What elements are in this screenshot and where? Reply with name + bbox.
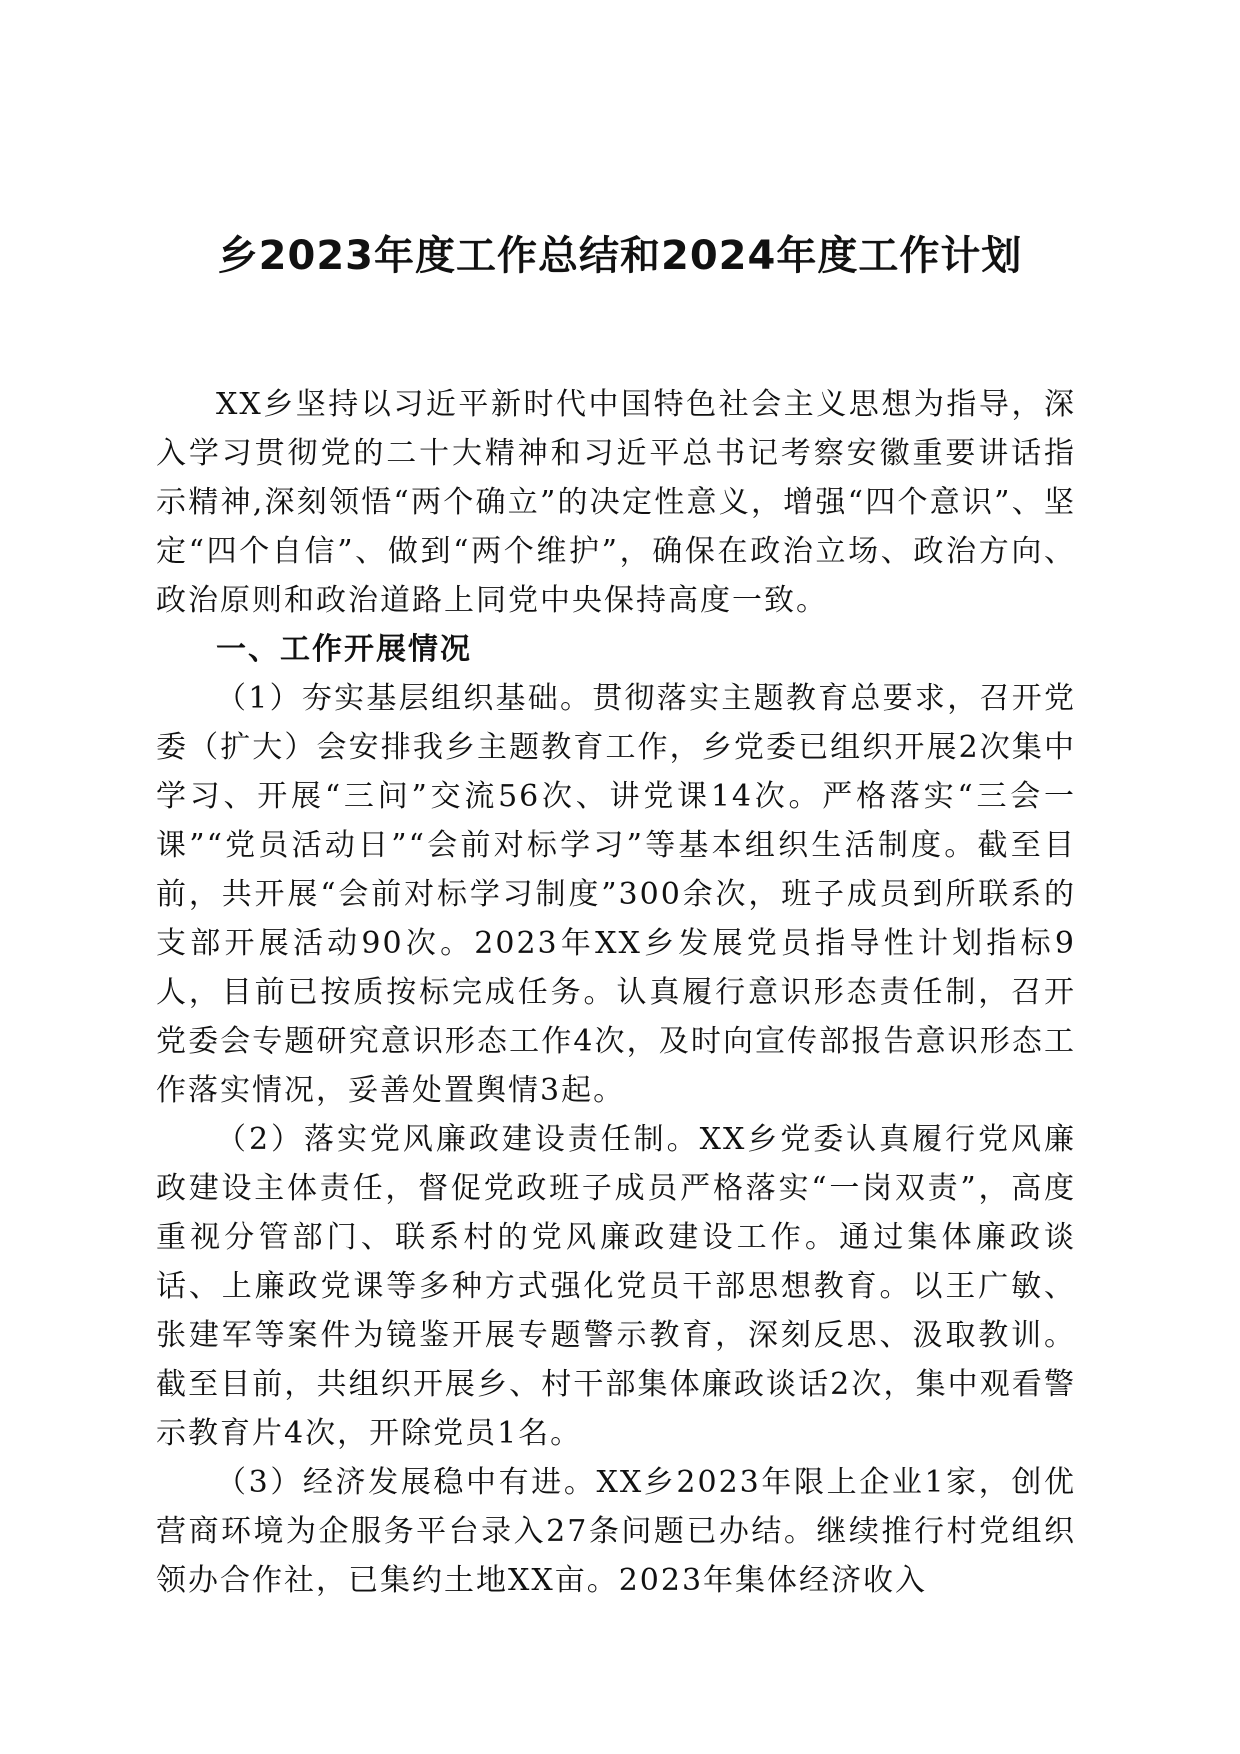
intro-paragraph: XX乡坚持以习近平新时代中国特色社会主义思想为指导，深入学习贯彻党的二十大精神和习近平总书记考察安徽重要讲话指示精神,深刻领悟“两个确立”的决定性意义，增强“四个意识”、坚定“四个自信”、做到“两个维护”，确保在政治立场、政治方向、政治原则和政治道路上同党中央保持高度一致。	[156, 387, 1076, 618]
paragraph-economy: （3）经济发展稳中有进。XX乡2023年限上企业1家，创优营商环境为企服务平台录入27条问题已办结。继续推行村党组织领办合作社，已集约土地XX亩。2023年集体经济收入	[156, 1465, 1076, 1598]
document-body	[156, 380, 1076, 1605]
paragraph-integrity: （2）落实党风廉政建设责任制。XX乡党委认真履行党风廉政建设主体责任，督促党政班子成员严格落实“一岗双责”，高度重视分管部门、联系村的党风廉政建设工作。通过集体廉政谈话、上廉政党课等多种方式强化党员干部思想教育。以王广敏、张建军等案件为镜鉴开展专题警示教育，深刻反思、汲取教训。截至目前，共组织开展乡、村干部集体廉政谈话2次，集中观看警示教育片4次，开除党员1名。	[156, 1122, 1076, 1451]
document-title: 乡2023年度工作总结和2024年度工作计划	[217, 233, 1023, 279]
section-heading-work-status: 一、工作开展情况	[216, 632, 472, 667]
paragraph-organization: （1）夯实基层组织基础。贯彻落实主题教育总要求，召开党委（扩大）会安排我乡主题教育工作，乡党委已组织开展2次集中学习、开展“三问”交流56次、讲党课14次。严格落实“三会一课”“党员活动日”“会前对标学习”等基本组织生活制度。截至目前，共开展“会前对标学习制度”300余次，班子成员到所联系的支部开展活动90次。2023年XX乡发展党员指导性计划指标9人，目前已按质按标完成任务。认真履行意识形态责任制，召开党委会专题研究意识形态工作4次，及时向宣传部报告意识形态工作落实情况，妥善处置舆情3起。	[156, 681, 1076, 1108]
